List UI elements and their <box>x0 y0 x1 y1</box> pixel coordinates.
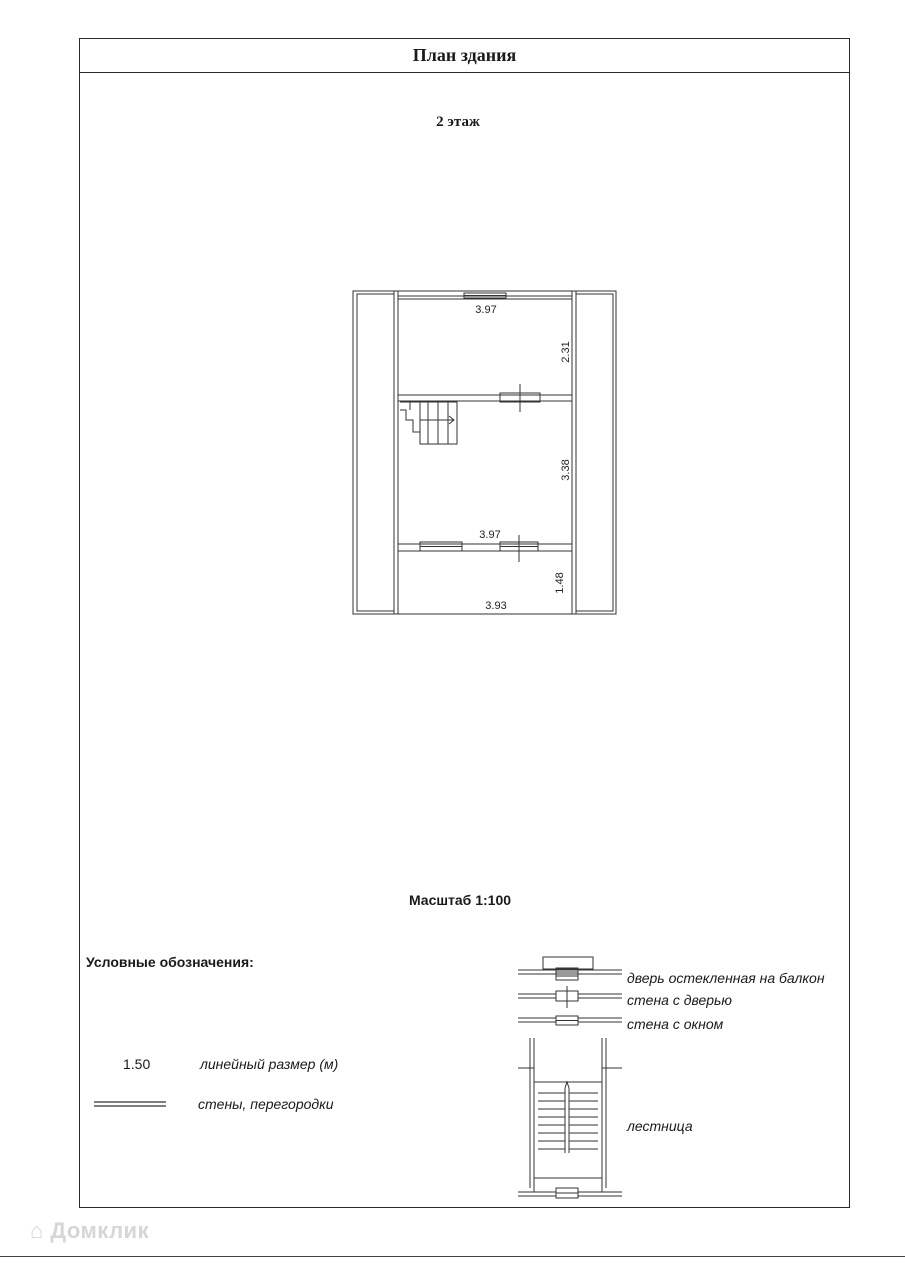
legend-wall-door-symbol <box>518 986 622 1008</box>
floor-label: 2 этаж <box>436 114 480 130</box>
right-balcony <box>576 294 613 611</box>
watermark-text: Домклик <box>50 1218 150 1243</box>
room3-height: 1.48 <box>554 572 566 594</box>
left-balcony <box>357 294 394 611</box>
legend-wall-window-text: стена с окном <box>627 1016 724 1032</box>
bottom-divider <box>0 1256 905 1257</box>
house-icon: ⌂ <box>30 1218 44 1243</box>
legend-walls-symbol <box>94 1100 168 1110</box>
watermark <box>30 1218 149 1244</box>
staircase-plan <box>400 402 457 444</box>
room1-width: 3.97 <box>475 304 497 316</box>
legend-title: Условные обозначения: <box>86 954 254 970</box>
room1-height: 2.31 <box>560 341 572 363</box>
room2-width: 3.97 <box>479 529 501 541</box>
legend-symbols <box>510 948 630 1208</box>
plan-sheet <box>79 38 850 1208</box>
legend-stairs-text: лестница <box>627 1118 693 1134</box>
legend-dimension-text: линейный размер (м) <box>200 1056 339 1072</box>
legend-stairs-symbol <box>518 1038 622 1198</box>
floor-plan <box>340 280 630 620</box>
legend-dimension-sample: 1.50 <box>123 1056 151 1072</box>
legend-balcony-door-symbol <box>518 957 622 980</box>
sheet-header <box>80 39 849 73</box>
legend-wall-door-text: стена с дверью <box>627 992 732 1008</box>
legend-walls-text: стены, перегородки <box>198 1096 334 1112</box>
room2-height: 3.38 <box>560 459 572 481</box>
sheet-title: План здания <box>412 45 517 65</box>
outer-wall <box>353 291 616 614</box>
scale-label: Масштаб 1:100 <box>408 892 512 908</box>
legend-balcony-door-text: дверь остекленная на балкон <box>627 970 825 986</box>
room3-width: 3.93 <box>485 600 507 612</box>
legend-wall-window-symbol <box>518 1016 622 1025</box>
